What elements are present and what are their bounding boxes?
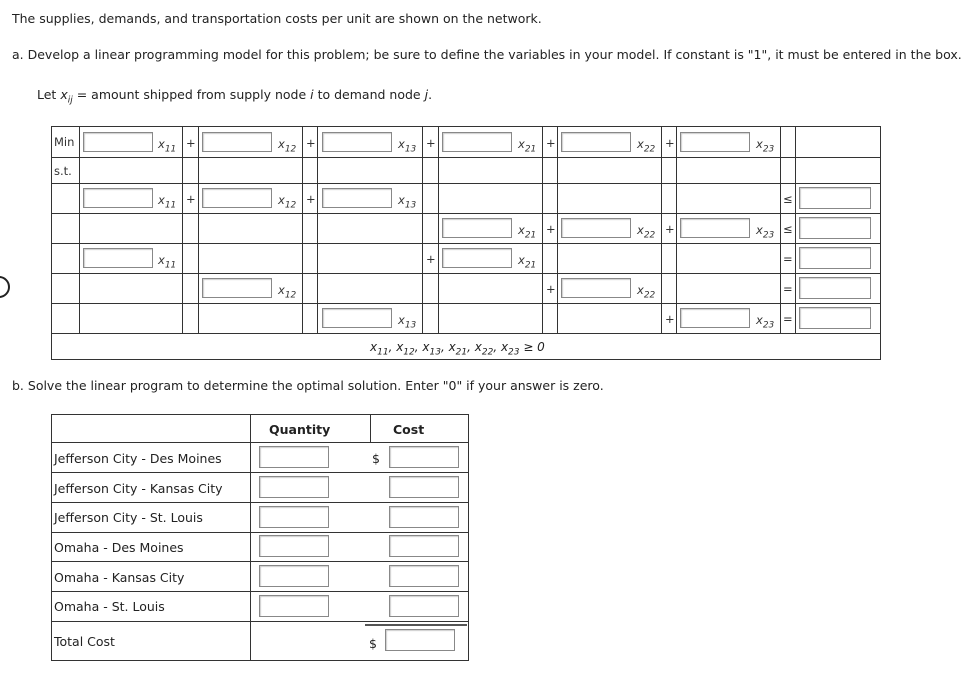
c5-coef-x23-input[interactable] bbox=[680, 308, 750, 328]
dollar-sign: $ bbox=[369, 636, 377, 651]
c2-x21-label: $x_{21}$ bbox=[518, 223, 537, 241]
quantity-input[interactable] bbox=[259, 565, 329, 587]
c1-coef-x13-input[interactable] bbox=[322, 188, 392, 208]
obj-coef-x11-input[interactable] bbox=[83, 132, 153, 152]
plus-sign: + bbox=[546, 222, 556, 236]
solution-table bbox=[51, 414, 469, 661]
obj-x11-label: $x_{11}$ bbox=[158, 137, 177, 155]
c5-x23-label: $x_{23}$ bbox=[756, 313, 775, 331]
c3-coef-x21-input[interactable] bbox=[442, 248, 512, 268]
le-sign: ≤ bbox=[783, 192, 793, 206]
let-var: x bbox=[60, 87, 68, 102]
obj-x12-label: $x_{12}$ bbox=[278, 137, 297, 155]
c3-coef-x11-input[interactable] bbox=[83, 248, 153, 268]
dollar-sign: $ bbox=[372, 451, 380, 466]
obj-coef-x12-input[interactable] bbox=[202, 132, 272, 152]
nonnegativity-constraint: $x_{11}$, $x_{12}$, $x_{13}$, $x_{21}$, $x_{22}$, $x_{23} \ge 0$ bbox=[370, 340, 545, 358]
quantity-input[interactable] bbox=[259, 506, 329, 528]
obj-x23-label: $x_{23}$ bbox=[756, 137, 775, 155]
c2-x23-label: $x_{23}$ bbox=[756, 223, 775, 241]
let-i: i bbox=[310, 87, 314, 102]
c1-coef-x11-input[interactable] bbox=[83, 188, 153, 208]
route-label: Jefferson City - Kansas City bbox=[54, 481, 223, 496]
c2-x22-label: $x_{22}$ bbox=[637, 223, 656, 241]
quantity-input[interactable] bbox=[259, 476, 329, 498]
obj-x22-label: $x_{22}$ bbox=[637, 137, 656, 155]
cost-input[interactable] bbox=[389, 595, 459, 617]
c5-rhs-input[interactable] bbox=[799, 307, 871, 329]
plus-sign: + bbox=[186, 192, 196, 206]
le-sign: ≤ bbox=[783, 222, 793, 236]
obj-coef-x22-input[interactable] bbox=[561, 132, 631, 152]
eq-sign: = bbox=[783, 312, 793, 326]
lp-model-table bbox=[51, 126, 881, 360]
c1-rhs-input[interactable] bbox=[799, 187, 871, 209]
cost-input[interactable] bbox=[389, 565, 459, 587]
part-b-instructions: b. Solve the linear program to determine the optimal solution. Enter "0" if your answer is zero. bbox=[12, 378, 604, 393]
eq-sign: = bbox=[783, 252, 793, 266]
plus-sign: + bbox=[306, 136, 316, 150]
total-cost-label: Total Cost bbox=[54, 634, 115, 649]
let-sub: ij bbox=[67, 95, 73, 106]
c2-coef-x22-input[interactable] bbox=[561, 218, 631, 238]
c4-coef-x22-input[interactable] bbox=[561, 278, 631, 298]
plus-sign: + bbox=[546, 136, 556, 150]
c1-coef-x12-input[interactable] bbox=[202, 188, 272, 208]
route-label: Jefferson City - Des Moines bbox=[54, 451, 222, 466]
let-word: Let bbox=[37, 87, 57, 102]
c5-coef-x13-input[interactable] bbox=[322, 308, 392, 328]
intro-text: The supplies, demands, and transportation costs per unit are shown on the network. bbox=[12, 11, 542, 26]
plus-sign: + bbox=[186, 136, 196, 150]
route-label: Omaha - Kansas City bbox=[54, 570, 185, 585]
cost-input[interactable] bbox=[389, 446, 459, 468]
route-label: Omaha - Des Moines bbox=[54, 540, 184, 555]
c1-x13-label: $x_{13}$ bbox=[398, 193, 417, 211]
left-edge-marker bbox=[0, 276, 10, 298]
plus-sign: + bbox=[426, 252, 436, 266]
c1-x12-label: $x_{12}$ bbox=[278, 193, 297, 211]
c4-rhs-input[interactable] bbox=[799, 277, 871, 299]
variable-definition bbox=[37, 87, 432, 106]
cost-input[interactable] bbox=[389, 535, 459, 557]
st-label: s.t. bbox=[54, 164, 72, 178]
plus-sign: + bbox=[426, 136, 436, 150]
plus-sign: + bbox=[665, 222, 675, 236]
c4-x22-label: $x_{22}$ bbox=[637, 283, 656, 301]
c3-x11-label: $x_{11}$ bbox=[158, 253, 177, 271]
c2-coef-x21-input[interactable] bbox=[442, 218, 512, 238]
route-label: Omaha - St. Louis bbox=[54, 599, 165, 614]
c2-rhs-input[interactable] bbox=[799, 217, 871, 239]
quantity-input[interactable] bbox=[259, 446, 329, 468]
quantity-input[interactable] bbox=[259, 595, 329, 617]
c2-coef-x23-input[interactable] bbox=[680, 218, 750, 238]
let-mid: to demand node bbox=[313, 87, 425, 102]
c3-rhs-input[interactable] bbox=[799, 247, 871, 269]
c4-x12-label: $x_{12}$ bbox=[278, 283, 297, 301]
c3-x21-label: $x_{21}$ bbox=[518, 253, 537, 271]
total-cost-input[interactable] bbox=[385, 629, 455, 651]
plus-sign: + bbox=[665, 312, 675, 326]
let-j: j bbox=[424, 87, 429, 102]
quantity-header: Quantity bbox=[269, 422, 331, 437]
let-rest: = amount shipped from supply node bbox=[72, 87, 311, 102]
cost-input[interactable] bbox=[389, 476, 459, 498]
c1-x11-label: $x_{11}$ bbox=[158, 193, 177, 211]
eq-sign: = bbox=[783, 282, 793, 296]
let-end: . bbox=[428, 87, 433, 102]
min-label: Min bbox=[54, 135, 75, 149]
total-divider bbox=[365, 624, 467, 626]
c4-coef-x12-input[interactable] bbox=[202, 278, 272, 298]
cost-input[interactable] bbox=[389, 506, 459, 528]
obj-coef-x13-input[interactable] bbox=[322, 132, 392, 152]
obj-coef-x23-input[interactable] bbox=[680, 132, 750, 152]
route-label: Jefferson City - St. Louis bbox=[54, 510, 203, 525]
plus-sign: + bbox=[546, 282, 556, 296]
plus-sign: + bbox=[665, 136, 675, 150]
c5-x13-label: $x_{13}$ bbox=[398, 313, 417, 331]
obj-coef-x21-input[interactable] bbox=[442, 132, 512, 152]
cost-header: Cost bbox=[393, 422, 425, 437]
part-a-instructions: a. Develop a linear programming model for this problem; be sure to define the variables in your model. If constant is "1", it must be entered in the box. bbox=[12, 47, 962, 62]
obj-x13-label: $x_{13}$ bbox=[398, 137, 417, 155]
quantity-input[interactable] bbox=[259, 535, 329, 557]
plus-sign: + bbox=[306, 192, 316, 206]
obj-x21-label: $x_{21}$ bbox=[518, 137, 537, 155]
